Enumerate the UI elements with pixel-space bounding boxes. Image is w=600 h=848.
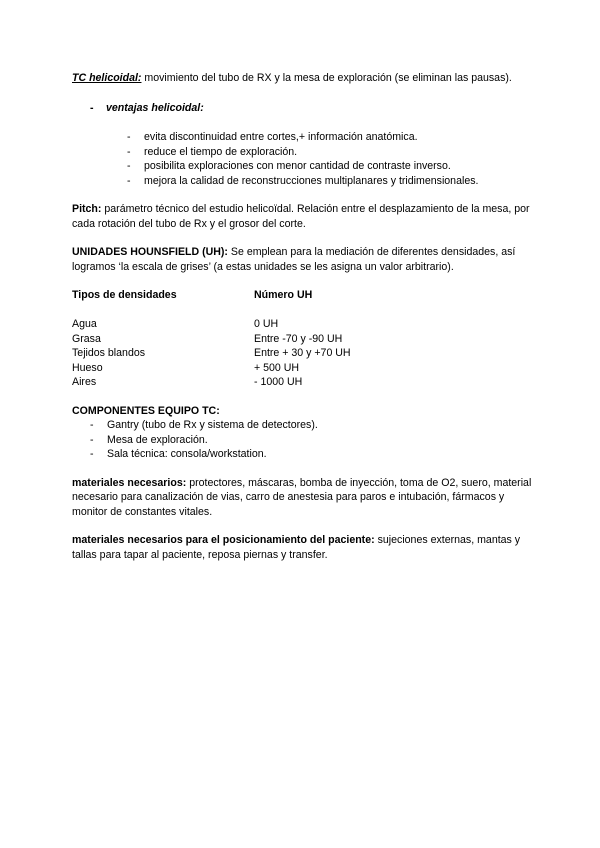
helicoidal-text: movimiento del tubo de RX y la mesa de exploración (se eliminan las pausas). [141,72,512,84]
list-item [90,433,532,448]
cell-valor: + 500 UH [254,361,300,374]
list-item-text: reduce el tiempo de exploración. [144,145,298,158]
list-dash: - [127,145,131,158]
document-page [72,71,532,562]
unidades-text: Se emplean para la mediación de diferentes densidades, así logramos ‘la escala de grises’ (a estas unidades se les asigna un valor arbitrario). [72,246,516,273]
table-row [72,375,351,390]
list-dash: - [90,101,94,114]
posicionamiento-paragraph [72,533,532,562]
ventajas-list [72,130,532,188]
list-item [127,159,532,174]
materiales-term: materiales necesarios: [72,476,187,489]
list-item [127,174,532,189]
header-numero: Número UH [254,289,313,301]
list-item [127,145,532,160]
list-item-text: Mesa de exploración. [107,433,208,446]
list-item-text: mejora la calidad de reconstrucciones multiplanares y tridimensionales. [144,174,479,187]
unidades-term: UNIDADES HOUNSFIELD (UH): [72,246,228,258]
densidades-table [72,288,351,390]
cell-valor: Entre -70 y -90 UH [254,332,343,345]
header-tipo: Tipos de densidades [72,289,177,301]
table-row [72,332,351,347]
table-row [72,317,351,332]
pitch-text: parámetro técnico del estudio helicoïdal. Relación entre el desplazamiento de la mesa, por cada rotación del tubo de Rx y el grosor del corte. [72,203,530,230]
list-item [127,130,532,145]
helicoidal-paragraph [72,71,532,86]
table-row [72,346,351,361]
table-row [72,361,351,376]
list-dash: - [90,448,94,460]
list-item-text: posibilita exploraciones con menor cantidad de contraste inverso. [144,160,451,172]
list-item-text: Sala técnica: consola/workstation. [107,448,267,460]
list-dash: - [127,174,131,187]
list-dash: - [90,433,94,446]
list-dash: - [127,160,131,172]
cell-valor: 0 UH [254,318,279,330]
materiales-paragraph [72,476,532,520]
unidades-paragraph [72,245,532,274]
materiales-text: protectores, máscaras, bomba de inyección, toma de O2, suero, material necesario para canalización de vias, carro de anestesia para paros e intubación, fármacos y monitor de constantes vitales. [72,476,532,518]
cell-tipo: Grasa [72,332,101,345]
pitch-paragraph [72,202,532,231]
ventajas-heading [90,101,532,116]
cell-valor: Entre + 30 y +70 UH [254,347,351,359]
cell-tipo: Hueso [72,361,103,374]
componentes-title: COMPONENTES EQUIPO TC: [72,404,220,417]
posicionamiento-term: materiales necesarios para el posicionamiento del paciente: [72,534,375,546]
cell-tipo: Aires [72,376,97,388]
cell-tipo: Agua [72,318,97,330]
pitch-term: Pitch: [72,203,102,215]
cell-valor: - 1000 UH [254,376,303,388]
list-item [90,418,532,433]
list-item-text: evita discontinuidad entre cortes,+ información anatómica. [144,131,418,143]
list-item-text: Gantry (tubo de Rx y sistema de detectores). [107,419,318,431]
list-item [90,447,532,462]
componentes-list [72,418,532,462]
table-header-row [72,288,351,303]
cell-tipo: Tejidos blandos [72,347,146,359]
list-dash: - [90,419,94,431]
ventajas-title: ventajas helicoidal: [106,101,204,114]
list-dash: - [127,131,131,143]
helicoidal-term: TC helicoidal: [72,72,142,84]
posicionamiento-text: sujeciones externas, mantas y tallas para tapar al paciente, reposa piernas y transfer. [72,534,521,561]
